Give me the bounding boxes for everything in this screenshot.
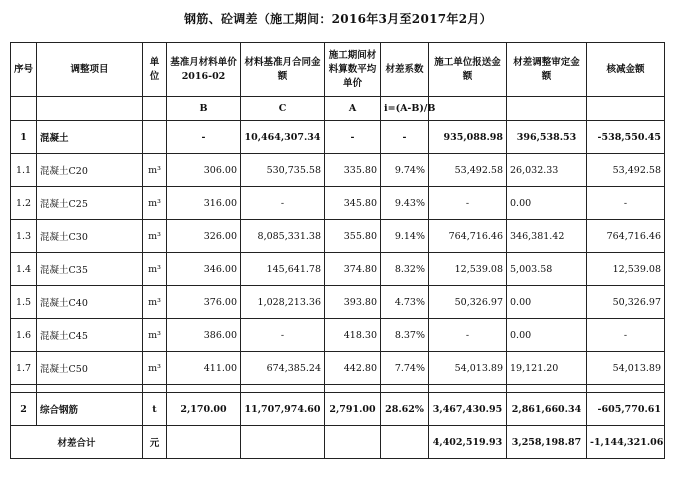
cell-approved: 0.00 [507,286,587,319]
subheader-formula: i=(A-B)/B [381,97,429,121]
header-reported: 施工单位报送金额 [429,43,507,97]
total-deduct: -1,144,321.06 [587,426,665,459]
table-row [11,286,665,319]
cell-unit: m³ [143,352,167,385]
cell-deduct: -538,550.45 [587,121,665,154]
table-row [11,393,665,426]
total-label: 材差合计 [11,426,143,459]
cell-no: 1.2 [11,187,37,220]
cell-deduct: 53,492.58 [587,154,665,187]
subheader-deduct [587,97,665,121]
cell-item: 综合钢筋 [37,393,143,426]
table-row [11,187,665,220]
cell-approved: 0.00 [507,319,587,352]
subheader-b: B [167,97,241,121]
cell-no: 1.6 [11,319,37,352]
cell-reported: 764,716.46 [429,220,507,253]
cell-i: 4.73% [381,286,429,319]
cell-c: 10,464,307.34 [241,121,325,154]
cell-a: 393.80 [325,286,381,319]
cell-approved: 19,121.20 [507,352,587,385]
cell-unit: m³ [143,286,167,319]
subheader-no [11,97,37,121]
cell-b: 2,170.00 [167,393,241,426]
cell-reported: 3,467,430.95 [429,393,507,426]
subheader-a: A [325,97,381,121]
cell-unit: t [143,393,167,426]
header-base-price: 基准月材料单价 2016-02 [167,43,241,97]
total-empty-i [381,426,429,459]
cell-no: 1 [11,121,37,154]
cell-no: 1.1 [11,154,37,187]
cell-a: 345.80 [325,187,381,220]
cell-c: 674,385.24 [241,352,325,385]
cell-approved: 0.00 [507,187,587,220]
cell-c: - [241,187,325,220]
cell-i: 7.74% [381,352,429,385]
spacer-row [11,385,665,393]
cell-c: - [241,319,325,352]
total-empty-a [325,426,381,459]
cell-unit: m³ [143,319,167,352]
cell-c: 8,085,331.38 [241,220,325,253]
table-row [11,352,665,385]
cell-item: 混凝土C50 [37,352,143,385]
cell-approved: 5,003.58 [507,253,587,286]
total-unit: 元 [143,426,167,459]
cell-a: 418.30 [325,319,381,352]
cell-i: 9.74% [381,154,429,187]
cell-reported: 53,492.58 [429,154,507,187]
cell-unit: m³ [143,187,167,220]
cell-reported: 935,088.98 [429,121,507,154]
cell-item: 混凝土C25 [37,187,143,220]
table-row [11,154,665,187]
cell-i: - [381,121,429,154]
cell-reported: 50,326.97 [429,286,507,319]
cell-item: 混凝土 [37,121,143,154]
header-deduct: 核减金额 [587,43,665,97]
cell-unit: m³ [143,154,167,187]
cell-i: 9.14% [381,220,429,253]
cell-deduct: 12,539.08 [587,253,665,286]
cell-reported: 54,013.89 [429,352,507,385]
cell-unit [143,121,167,154]
header-coefficient: 材差系数 [381,43,429,97]
cell-no: 1.4 [11,253,37,286]
cell-deduct: - [587,319,665,352]
cell-i: 28.62% [381,393,429,426]
cell-item: 混凝土C40 [37,286,143,319]
cell-i: 8.37% [381,319,429,352]
header-approved: 材差调整审定金额 [507,43,587,97]
subheader-reported [429,97,507,121]
cell-approved: 26,032.33 [507,154,587,187]
cell-no: 2 [11,393,37,426]
table-row [11,121,665,154]
cell-b: 411.00 [167,352,241,385]
cell-item: 混凝土C30 [37,220,143,253]
cell-b: - [167,121,241,154]
price-adjustment-table [10,42,665,459]
cell-item: 混凝土C35 [37,253,143,286]
header-base-amount: 材料基准月合同金额 [241,43,325,97]
cell-deduct: 54,013.89 [587,352,665,385]
header-row [11,43,665,97]
cell-deduct: -605,770.61 [587,393,665,426]
header-unit: 单位 [143,43,167,97]
cell-i: 9.43% [381,187,429,220]
cell-no: 1.7 [11,352,37,385]
cell-b: 306.00 [167,154,241,187]
cell-reported: 12,539.08 [429,253,507,286]
cell-deduct: 764,716.46 [587,220,665,253]
cell-unit: m³ [143,220,167,253]
cell-no: 1.3 [11,220,37,253]
cell-b: 326.00 [167,220,241,253]
table-row [11,253,665,286]
cell-approved: 396,538.53 [507,121,587,154]
table-row [11,220,665,253]
table-row [11,319,665,352]
cell-deduct: - [587,187,665,220]
cell-approved: 346,381.42 [507,220,587,253]
cell-a: 2,791.00 [325,393,381,426]
cell-a: 335.80 [325,154,381,187]
cell-b: 386.00 [167,319,241,352]
page-title: 钢筋、砼调差（施工期间：2016年3月至2017年2月） [184,12,492,26]
cell-c: 11,707,974.60 [241,393,325,426]
cell-a: - [325,121,381,154]
cell-unit: m³ [143,253,167,286]
cell-c: 1,028,213.36 [241,286,325,319]
header-no: 序号 [11,43,37,97]
subheader-approved [507,97,587,121]
cell-reported: - [429,187,507,220]
cell-i: 8.32% [381,253,429,286]
cell-item: 混凝土C45 [37,319,143,352]
cell-b: 316.00 [167,187,241,220]
cell-deduct: 50,326.97 [587,286,665,319]
cell-a: 355.80 [325,220,381,253]
cell-c: 530,735.58 [241,154,325,187]
subheader-c: C [241,97,325,121]
total-approved: 3,258,198.87 [507,426,587,459]
cell-b: 376.00 [167,286,241,319]
header-avg-price: 施工期间材料算数平均单价 [325,43,381,97]
total-reported: 4,402,519.93 [429,426,507,459]
cell-b: 346.00 [167,253,241,286]
subheader-item [37,97,143,121]
subheader-row [11,97,665,121]
total-empty-b [167,426,241,459]
subheader-unit [143,97,167,121]
cell-reported: - [429,319,507,352]
total-empty-c [241,426,325,459]
cell-no: 1.5 [11,286,37,319]
header-item: 调整项目 [37,43,143,97]
cell-item: 混凝土C20 [37,154,143,187]
cell-c: 145,641.78 [241,253,325,286]
cell-approved: 2,861,660.34 [507,393,587,426]
cell-a: 442.80 [325,352,381,385]
cell-a: 374.80 [325,253,381,286]
total-row [11,426,665,459]
